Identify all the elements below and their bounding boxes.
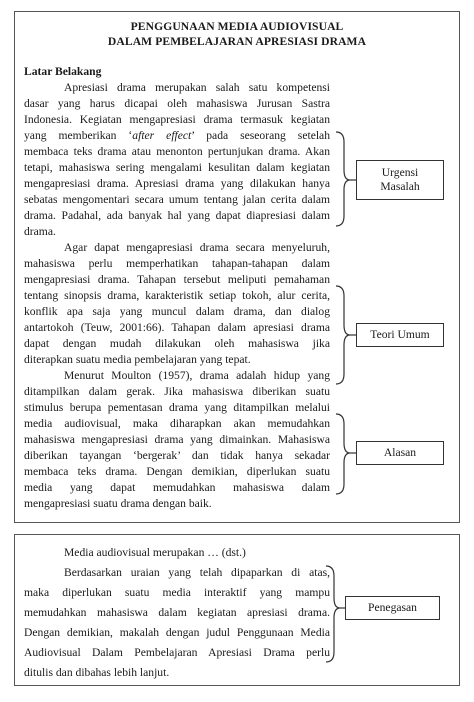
text-line: Berdasarkan uraian yang telah dipaparkan di atas, — [64, 566, 330, 579]
bracket-penegasan — [326, 566, 340, 662]
document-title-line1: PENGGUNAAN MEDIA AUDIOVISUAL — [130, 20, 344, 33]
bracket-alasan — [336, 414, 350, 494]
text-line: antartokoh (Teuw, 2001:66). Tahapan dalam apresiasi drama — [24, 321, 330, 334]
callout-urgensi-line1: Urgensi — [381, 166, 419, 179]
text-line: Apresiasi drama merupakan salah satu kompetensi — [64, 81, 330, 94]
text-line: media yang dapat memudahkan mahasiswa dalam — [24, 481, 330, 494]
text-line: Dengan demikian, makalah dengan judul Penggunaan Media — [24, 626, 330, 639]
section-heading: Latar Belakang — [24, 65, 102, 78]
text-line: Agar dapat mengapresiasi drama secara menyeluruh, — [64, 241, 330, 254]
text-line: diterapkan suatu media pembelajaran yang tepat. — [24, 353, 251, 366]
text-line: maka diperlukan suatu media interaktif yang mampu — [24, 586, 330, 599]
text-line: mahasiswa mengapresiasi drama yang dimainkan. Mahasiswa — [24, 433, 330, 446]
text-line: mengapresiasi drama. Apresiasi drama yang dilakukan hanya — [24, 177, 330, 190]
text-line: membaca teks drama atau menonton pertunjukan drama. Akan — [24, 145, 330, 158]
text-line: sebatas mengomentari secara umum tentang jalan cerita dalam — [24, 193, 330, 206]
bracket-urgensi — [336, 132, 350, 226]
callout-alasan: Alasan — [356, 441, 444, 465]
text-line: media audiovisual, maka diharapkan akan memudahkan — [24, 417, 330, 430]
text-line: dasar yang harus dicapai oleh mahasiswa Jurusan Sastra — [24, 97, 330, 110]
italic-term: after effect — [132, 129, 192, 142]
callout-urgensi-masalah — [356, 160, 444, 200]
text-line: Media audiovisual merupakan … (dst.) — [64, 546, 246, 559]
text-line: stimulus berupa pementasan drama yang ditampilkan melalui — [24, 401, 330, 414]
text-line: diberikan tayangan ‘bergerak’ dan tidak hanya sekadar — [24, 449, 330, 462]
callout-teori-umum: Teori Umum — [356, 323, 444, 347]
text-line: konflik apa saja yang muncul dalam drama, dan dialog — [24, 305, 330, 318]
text-line: drama. Padahal, ada banyak hal yang dapat diapresiasi dalam — [24, 209, 330, 222]
text-line: tetapi, mahasiswa sering mengalami kesulitan dalam kegiatan — [24, 161, 330, 174]
callout-urgensi-line2: Masalah — [380, 180, 420, 193]
bracket-teori — [336, 286, 350, 384]
text-line: drama. — [24, 225, 56, 238]
text-line: ditampilkan dalam gerak. Jika mahasiswa diberikan suatu — [24, 385, 330, 398]
text-line: mengapresiasi drama. Tahapan tersebut meliputi pemahaman — [24, 273, 330, 286]
text-line: membaca teks drama. Dengan demikian, diperlukan suatu — [24, 465, 330, 478]
text-line: mengapresiasi suatu drama dengan baik. — [24, 497, 212, 510]
document-title-line2: DALAM PEMBELAJARAN APRESIASI DRAMA — [107, 35, 367, 48]
text-line: tentang sinopsis drama, karakteristik setiap tokoh, alur cerita, — [24, 289, 330, 302]
text-line: memudahkan mahasiswa dalam kegiatan apresiasi drama. — [24, 606, 330, 619]
text-line: yang memberikan ‘after effect’ pada seseorang setelah — [24, 129, 330, 142]
text-line: dapat dengan mudah dilakukan oleh mahasiswa jika — [24, 337, 330, 350]
callout-penegasan: Penegasan — [345, 596, 440, 620]
text-line: ditulis dan dibahas lebih lanjut. — [24, 666, 170, 679]
text-line: mahasiswa perlu memperhatikan tahapan-tahapan dalam — [24, 257, 330, 270]
text-line: Menurut Moulton (1957), drama adalah hidup yang — [64, 369, 330, 382]
text-line: Indonesia. Kegiatan mengapresiasi drama termasuk kegiatan — [24, 113, 330, 126]
text-line: Audiovisual Dalam Pembelajaran Apresiasi Drama perlu — [24, 646, 330, 659]
